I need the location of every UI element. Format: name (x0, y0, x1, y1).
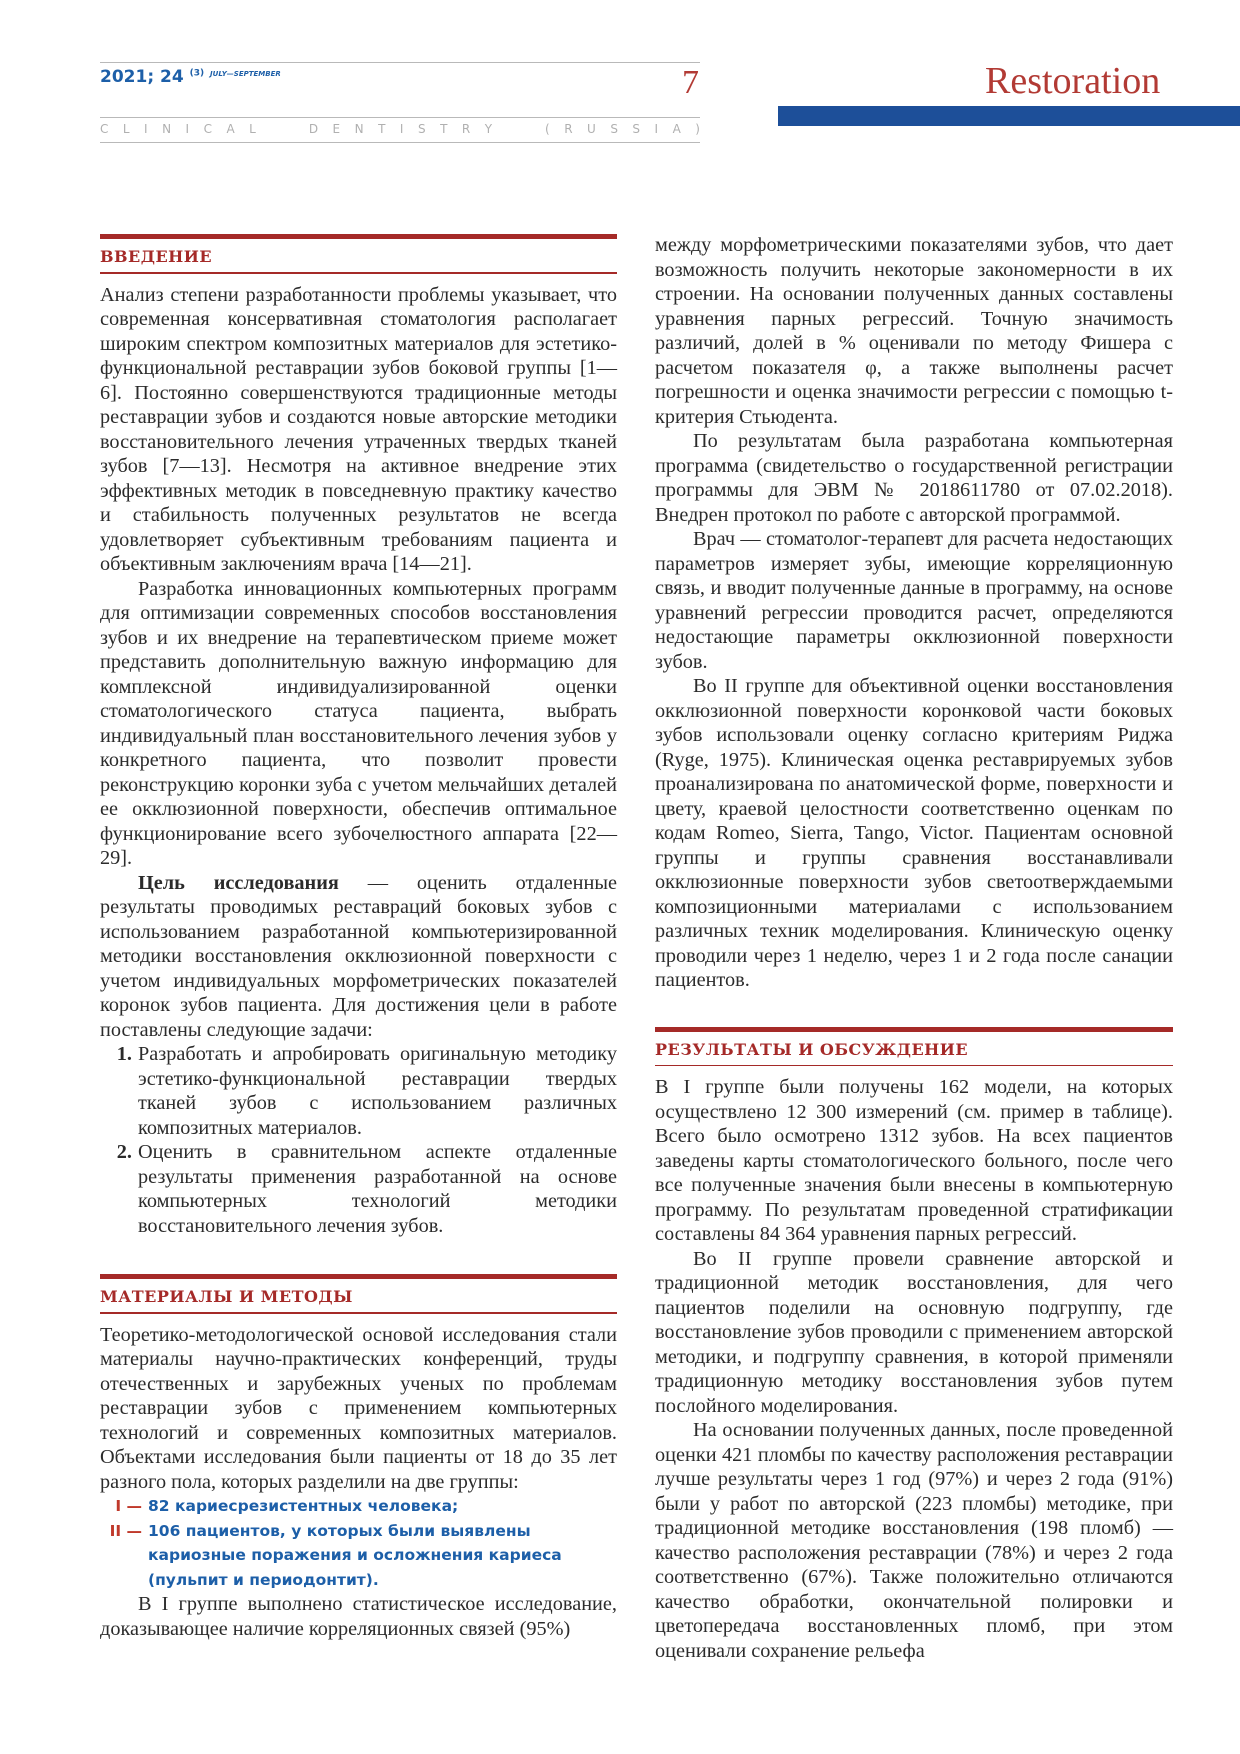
issue-number: (3) (189, 68, 205, 79)
journal-letter: C (100, 122, 109, 136)
list-item (100, 1140, 617, 1238)
list-item (100, 1519, 617, 1593)
header-bottom-rule (100, 142, 700, 143)
journal-letter: R (564, 122, 573, 136)
header-top-rule (100, 62, 700, 63)
header-mid-rule (100, 117, 700, 118)
heading-underline (100, 1312, 617, 1314)
page-number: 7 (682, 64, 699, 101)
journal-letter: ( (545, 122, 550, 136)
journal-letter: U (587, 122, 596, 136)
section-title: Restoration (985, 60, 1161, 102)
journal-letter: N (162, 122, 172, 136)
methods-paragraph-5: Врач — стоматолог-терапевт для расчета недостающих параметров измеряет зубы, имеющие корреляционную связь, и вводит полученные данные в программу, на основе уравнений регрессии проводится расчет, определяются недостающие параметры окклюзионной поверхности зубов. (655, 528, 1173, 673)
journal-letter: ) (695, 122, 700, 136)
journal-letter: S (610, 122, 618, 136)
heading-text: ВВЕДЕНИЕ (100, 247, 213, 266)
group-roman: I — (115, 1497, 142, 1515)
task-list (100, 1042, 617, 1238)
methods-heading (100, 1274, 617, 1314)
journal-letter: D (308, 122, 319, 136)
aim-text: — оценить отдаленные результаты проводимых реставраций боковых зубов с использованием разработанной компьютеризированной методики восстановления окклюзионной поверхности с учетом индивидуальных морфометрических показателей коронок зубов пациента. Для достижения цели в работе поставлены следующие задачи: (100, 871, 618, 1041)
intro-paragraph-2: Разработка инновационных компьютерных программ для оптимизации современных способов восстановления зубов и их внедрение на терапевтическом приеме может представить дополнительную важную информацию для комплексной индивидуализированной оценки стоматологического статуса пациента, выбрать индивидуальный план восстановительного лечения зубов у конкретного пациента, что позволит провести реконструкцию коронки зуба с учетом мельчайших деталей ее окклюзионной поверхности, обеспечив оптимальное функционирование всего зубочелюстного аппарата [22—29]. (100, 577, 617, 869)
group-roman: II — (109, 1521, 142, 1540)
task-number: 2. (116, 1141, 132, 1163)
intro-heading (100, 234, 617, 274)
aim-paragraph (100, 871, 617, 1043)
journal-letter: E (332, 122, 341, 136)
methods-paragraph-2: В I группе выполнено статистическое исследование, доказывающее наличие корреляционных связей (95%) (100, 1593, 617, 1640)
results-heading (655, 1027, 1173, 1067)
list-item (100, 1494, 617, 1519)
journal-letter: N (354, 122, 364, 136)
heading-underline (100, 272, 617, 274)
right-column (655, 233, 1173, 1663)
group-text: 106 пациентов, у которых были выявлены кариозные поражения и осложнения кариеса (пульпит и периодонтит). (148, 1521, 562, 1589)
heading-text: МАТЕРИАЛЫ И МЕТОДЫ (100, 1287, 353, 1306)
journal-letter: R (461, 122, 471, 136)
aim-label: Цель исследования (138, 871, 339, 894)
journal-letter: I (399, 122, 404, 136)
journal-name (100, 122, 700, 136)
methods-paragraph-6: Во II группе для объективной оценки восстановления окклюзионной поверхности коронковой части боковых зубов использовали оценку согласно критериям Риджа (Ryge, 1975). Клиническая оценка реставрируемых зубов проанализирована по анатомической форме, поверхности и цвету, краевой целостности соответственно оценкам по кодам Romeo, Sierra, Tango, Victor. Пациентам основной группы и группы сравнения восстанавливали окклюзионные поверхности зубов светоотверждаемыми композиционными материалами с использованием различных техник моделирования. Клиническую оценку проводили через 1 неделю, через 1 и 2 года после санации пациентов. (655, 675, 1173, 991)
journal-letter: L (122, 122, 130, 136)
journal-letter: I (654, 122, 659, 136)
results-paragraph-3: На основании полученных данных, после проведенной оценки 421 пломбы по качеству расположения реставрации лучше результаты через 1 год (97%) и через 2 года (91%) были у работ по авторской (223 пломбы) методике, при традиционной методике восстановления (198 пломб) — качество расположения реставрации (78%) и через 2 года соответственно (67%). Также положительно отличаются качество обработки, окончательной полировки и цветопередача восстановленных пломб, при этом оценивали сохранение рельефа (655, 1419, 1173, 1662)
group-list (100, 1494, 617, 1592)
journal-letter: S (632, 122, 641, 136)
journal-letter: T (378, 122, 386, 136)
journal-letter: C (203, 122, 212, 136)
journal-letter: A (672, 122, 681, 136)
journal-letter: I (144, 122, 148, 136)
results-paragraph-2: Во II группе провели сравнение авторской и традиционной методик восстановления, для чего пациентов поделили на основную подгруппу, где восстановление зубов проводили с применением авторской методики, и подгруппу сравнения, в которой применяли традиционную методику восстановления зубов путем послойного моделирования. (655, 1247, 1173, 1417)
journal-letter: I (185, 122, 190, 136)
list-item (100, 1042, 617, 1140)
journal-letter: L (249, 122, 256, 136)
section-accent-bar (778, 106, 1240, 126)
journal-letter: A (226, 122, 235, 136)
results-paragraph-1: В I группе были получены 162 модели, на которых осуществлено 12 300 измерений (см. пример в таблице). Всего было осмотрено 1312 зубов. На всех пациентов заведены карты стоматологического больного, после чего все полученные значения были внесены в компьютерную программу. По результатам проведенной стратификации составлены 84 364 уравнения парных регрессий. (655, 1076, 1173, 1245)
issue-info (100, 67, 281, 87)
group-text: 82 кариесрезистентных человека; (148, 1497, 459, 1515)
journal-letter: Y (484, 122, 493, 136)
methods-paragraph-1: Теоретико-методологической основой исследования стали материалы научно-практических конференций, труды отечественных и зарубежных ученых по проблемам реставрации зубов с применением компьютерных технологий и современных композитных материалов. Объектами исследования были пациенты от 18 до 35 лет разного пола, которых разделили на две группы: (100, 1323, 617, 1493)
journal-letter: T (440, 122, 448, 136)
task-number: 1. (116, 1043, 132, 1065)
journal-letter: S (417, 122, 426, 136)
issue-period: JULY—SEPTEMBER (210, 70, 281, 78)
year-volume: 2021; 24 (100, 67, 184, 87)
task-text: Оценить в сравнительном аспекте отдаленные результаты применения разработанной на основе компьютерных технологий методики восстановительного лечения зубов. (138, 1141, 617, 1237)
journal-word-gap (507, 122, 531, 136)
methods-paragraph-4: По результатам была разработана компьютерная программа (свидетельство о государственной регистрации программы для ЭВМ № 2018611780 от 07.02.2018). Внедрен протокол по работе с авторской программой. (655, 430, 1173, 526)
journal-word-gap (270, 122, 294, 136)
heading-text: РЕЗУЛЬТАТЫ И ОБСУЖДЕНИЕ (655, 1039, 969, 1059)
intro-paragraph-1: Анализ степени разработанности проблемы указывает, что современная консервативная стоматология располагает широким спектром композитных материалов для эстетико-функциональной реставрации зубов боковой группы [1—6]. Постоянно совершенствуются традиционные методы реставрации зубов и создаются новые авторские методики восстановительного лечения утраченных твердых тканей зубов [7—13]. Несмотря на активное внедрение этих эффективных методик в повседневную практику качество и стабильность полученных результатов не всегда удовлетворяет субъективным требованиям пациента и объективным заключениям врача [14—21]. (100, 283, 617, 575)
task-text: Разработать и апробировать оригинальную методику эстетико-функциональной реставрации твердых тканей зубов с использованием различных композитных материалов. (138, 1043, 617, 1139)
left-column (100, 234, 617, 1641)
methods-paragraph-3: между морфометрическими показателями зубов, что дает возможность получить некоторые закономерности в их строении. На основании полученных данных составлены уравнения парных регрессий. Точную значимость различий, долей в % оценивали по методу Фишера с расчетом показателя φ, а также выполнены расчет погрешности и оценка значимости регрессии с помощью t-критерия Стьюдента. (655, 234, 1173, 428)
heading-underline (655, 1065, 1173, 1067)
